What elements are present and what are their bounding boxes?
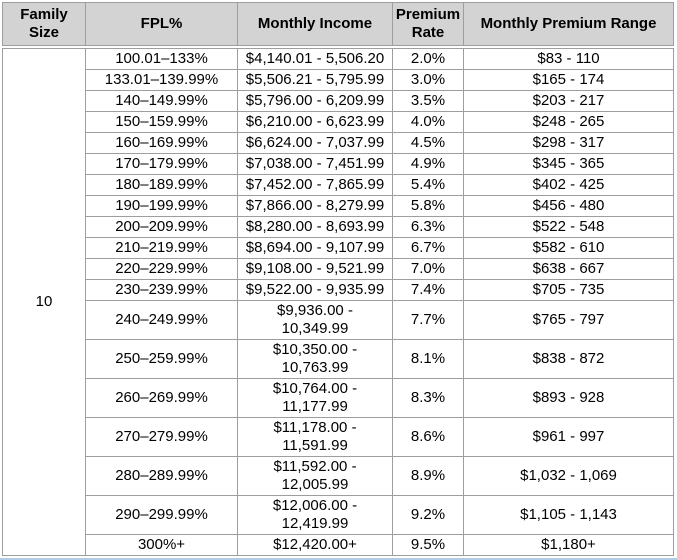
premium-rate-cell: 8.9%	[393, 457, 464, 496]
income-cell	[238, 238, 393, 259]
premium-range-cell: $203 - 217	[464, 91, 674, 112]
income-text: $7,038.00 - 7,451.99	[245, 155, 385, 172]
premium-range-cell: $83 - 110	[464, 49, 674, 70]
premium-range-cell: $345 - 365	[464, 154, 674, 175]
income-cell	[238, 154, 393, 175]
table-row	[3, 196, 674, 217]
income-cell	[238, 259, 393, 280]
income-text: $12,006.00 - 12,419.99	[272, 497, 358, 532]
income-cell	[238, 217, 393, 238]
table-row	[3, 112, 674, 133]
premium-rate-cell: 6.7%	[393, 238, 464, 259]
income-text: $9,522.00 - 9,935.99	[245, 281, 385, 298]
premium-rate-cell: 9.5%	[393, 535, 464, 556]
premium-range-cell: $522 - 548	[464, 217, 674, 238]
premium-range-cell: $765 - 797	[464, 301, 674, 340]
table-row	[3, 379, 674, 418]
table-row	[3, 280, 674, 301]
header-family-size: Family Size	[3, 3, 86, 46]
fpl-cell: 170–179.99%	[86, 154, 238, 175]
income-text: $7,452.00 - 7,865.99	[245, 176, 385, 193]
premium-rate-cell: 2.0%	[393, 49, 464, 70]
income-cell	[238, 196, 393, 217]
header-fpl-percent: FPL%	[86, 3, 238, 46]
income-cell	[238, 91, 393, 112]
income-text: $10,350.00 - 10,763.99	[272, 341, 358, 376]
premium-range-cell: $1,032 - 1,069	[464, 457, 674, 496]
income-text: $8,694.00 - 9,107.99	[245, 239, 385, 256]
fpl-cell: 160–169.99%	[86, 133, 238, 154]
premium-range-cell: $838 - 872	[464, 340, 674, 379]
premium-rate-cell: 3.0%	[393, 70, 464, 91]
income-text: $9,108.00 - 9,521.99	[245, 260, 385, 277]
fpl-cell: 270–279.99%	[86, 418, 238, 457]
fpl-cell: 300%+	[86, 535, 238, 556]
fpl-cell: 140–149.99%	[86, 91, 238, 112]
table-row	[3, 49, 674, 70]
header-row	[3, 3, 674, 46]
premium-rate-cell: 8.6%	[393, 418, 464, 457]
premium-rate-cell: 4.5%	[393, 133, 464, 154]
table-row	[3, 175, 674, 196]
family-size-value: 10	[3, 49, 86, 556]
fpl-cell: 240–249.99%	[86, 301, 238, 340]
premium-range-cell: $961 - 997	[464, 418, 674, 457]
fpl-cell: 200–209.99%	[86, 217, 238, 238]
premium-rate-cell: 4.0%	[393, 112, 464, 133]
table-row	[3, 340, 674, 379]
income-text: $6,624.00 - 7,037.99	[245, 134, 385, 151]
income-cell	[238, 535, 393, 556]
income-cell	[238, 70, 393, 91]
income-cell	[238, 457, 393, 496]
income-text: $11,592.00 - 12,005.99	[273, 458, 357, 493]
income-text: $5,506.21 - 5,795.99	[245, 71, 385, 88]
premium-rate-cell: 4.9%	[393, 154, 464, 175]
premium-range-cell: $1,180+	[464, 535, 674, 556]
fpl-cell: 280–289.99%	[86, 457, 238, 496]
income-text: $9,936.00 - 10,349.99	[277, 302, 353, 337]
fpl-premium-page	[0, 2, 677, 560]
table-row	[3, 259, 674, 280]
premium-range-cell: $1,105 - 1,143	[464, 496, 674, 535]
income-text: $5,796.00 - 6,209.99	[245, 92, 385, 109]
premium-range-cell: $248 - 265	[464, 112, 674, 133]
fpl-cell: 100.01–133%	[86, 49, 238, 70]
income-text: $8,280.00 - 8,693.99	[245, 218, 385, 235]
table-row	[3, 91, 674, 112]
income-cell	[238, 379, 393, 418]
table-row	[3, 217, 674, 238]
income-cell	[238, 112, 393, 133]
income-cell	[238, 418, 393, 457]
premium-range-cell: $705 - 735	[464, 280, 674, 301]
income-cell	[238, 340, 393, 379]
fpl-cell: 133.01–139.99%	[86, 70, 238, 91]
premium-range-cell: $298 - 317	[464, 133, 674, 154]
table-row	[3, 70, 674, 91]
fpl-cell: 250–259.99%	[86, 340, 238, 379]
income-text: $12,420.00+	[273, 536, 357, 553]
fpl-cell: 260–269.99%	[86, 379, 238, 418]
premium-rate-cell: 7.0%	[393, 259, 464, 280]
premium-range-cell: $582 - 610	[464, 238, 674, 259]
table-row	[3, 496, 674, 535]
premium-rate-cell: 8.3%	[393, 379, 464, 418]
header-premium-rate: Premium Rate	[393, 3, 464, 46]
table-body	[3, 46, 674, 556]
income-text: $7,866.00 - 8,279.99	[245, 197, 385, 214]
table-row	[3, 154, 674, 175]
table-row	[3, 301, 674, 340]
premium-rate-cell: 7.7%	[393, 301, 464, 340]
income-text: $10,764.00 - 11,177.99	[272, 380, 358, 415]
fpl-cell: 210–219.99%	[86, 238, 238, 259]
income-text: $6,210.00 - 6,623.99	[245, 113, 385, 130]
income-cell	[238, 280, 393, 301]
fpl-cell: 290–299.99%	[86, 496, 238, 535]
income-cell	[238, 133, 393, 154]
premium-rate-cell: 5.4%	[393, 175, 464, 196]
fpl-cell: 190–199.99%	[86, 196, 238, 217]
premium-rate-cell: 9.2%	[393, 496, 464, 535]
fpl-cell: 180–189.99%	[86, 175, 238, 196]
premium-rate-cell: 8.1%	[393, 340, 464, 379]
table-row	[3, 457, 674, 496]
table-header	[3, 3, 674, 46]
fpl-premium-table	[2, 2, 674, 556]
header-monthly-premium-range: Monthly Premium Range	[464, 3, 674, 46]
premium-range-cell: $456 - 480	[464, 196, 674, 217]
income-text: $4,140.01 - 5,506.20	[245, 50, 385, 67]
income-cell	[238, 175, 393, 196]
income-text: $11,178.00 - 11,591.99	[273, 419, 357, 454]
premium-range-cell: $165 - 174	[464, 70, 674, 91]
premium-range-cell: $893 - 928	[464, 379, 674, 418]
table-row	[3, 418, 674, 457]
fpl-cell: 220–229.99%	[86, 259, 238, 280]
fpl-cell: 230–239.99%	[86, 280, 238, 301]
header-monthly-income: Monthly Income	[238, 3, 393, 46]
table-row	[3, 535, 674, 556]
premium-rate-cell: 6.3%	[393, 217, 464, 238]
fpl-cell: 150–159.99%	[86, 112, 238, 133]
premium-rate-cell: 5.8%	[393, 196, 464, 217]
table-row	[3, 133, 674, 154]
income-cell	[238, 496, 393, 535]
income-cell	[238, 301, 393, 340]
table-row	[3, 238, 674, 259]
premium-range-cell: $638 - 667	[464, 259, 674, 280]
income-cell	[238, 49, 393, 70]
premium-rate-cell: 3.5%	[393, 91, 464, 112]
premium-rate-cell: 7.4%	[393, 280, 464, 301]
premium-range-cell: $402 - 425	[464, 175, 674, 196]
